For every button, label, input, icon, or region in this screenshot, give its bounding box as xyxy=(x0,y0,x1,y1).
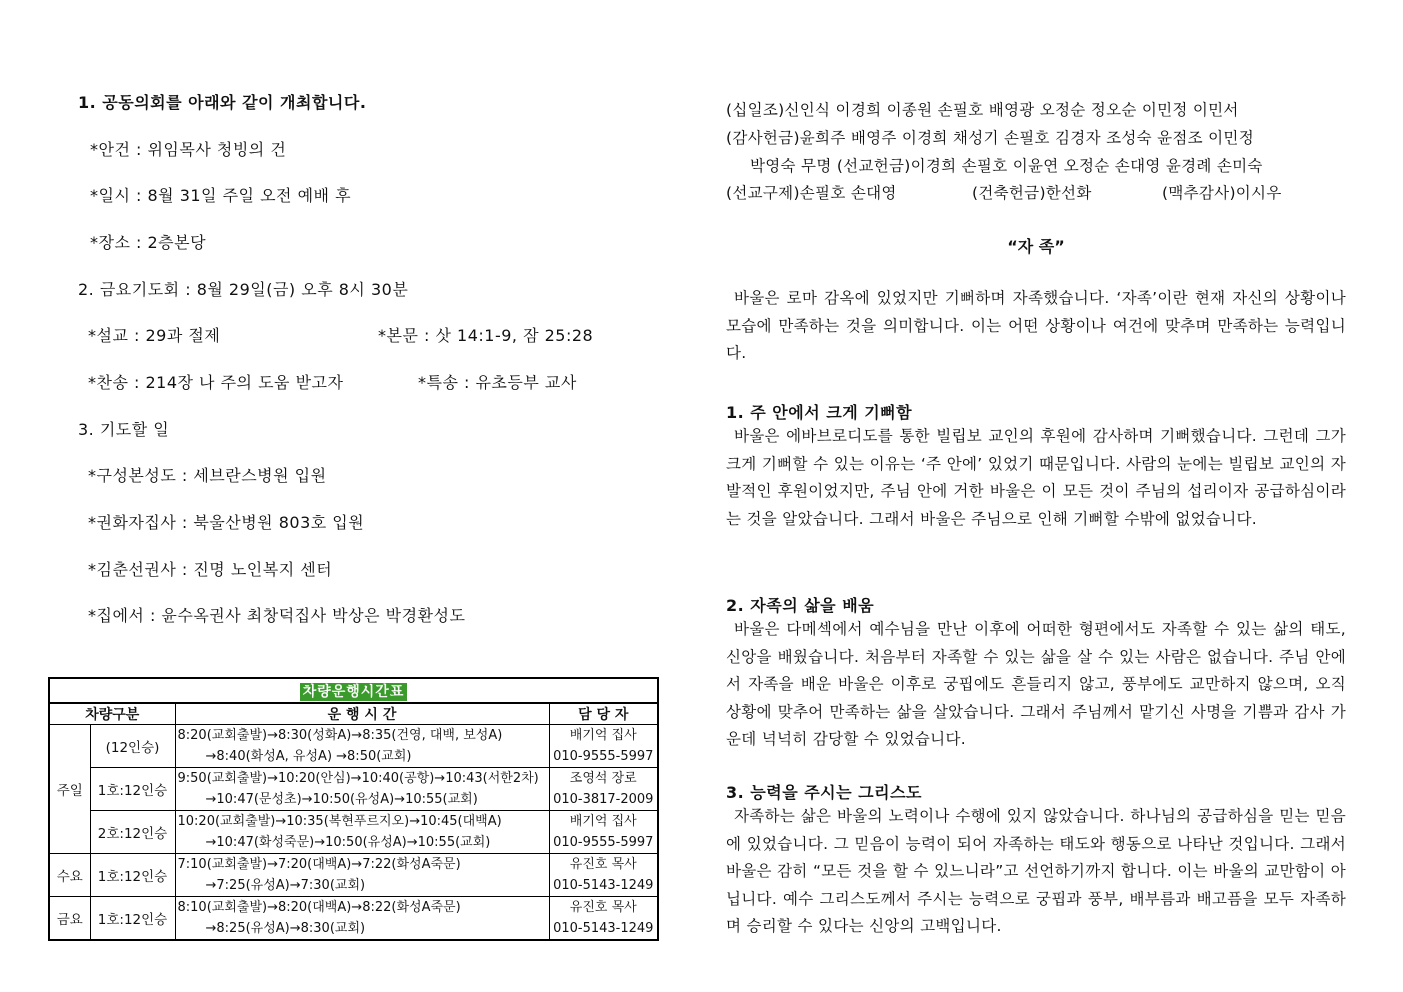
section-heading-3: 3. 능력을 주시는 그리스도 xyxy=(726,783,922,802)
offering-line: 박영숙 무명 (선교헌금)이경희 손필호 이윤연 오정순 손대영 윤경례 손미숙 xyxy=(750,157,1263,175)
offering-line: (선교구제)손필호 손대영 xyxy=(726,184,897,202)
table-title: 차량운행시간표 xyxy=(300,683,408,701)
manager-cell xyxy=(549,811,658,854)
table-row xyxy=(49,768,658,811)
scripture-line: *본문 : 삿 14:1-9, 잠 25:28 xyxy=(378,326,594,345)
vehicle-cell: 1호:12인승 xyxy=(90,854,175,897)
section-heading-2: 2. 자족의 삶을 배움 xyxy=(726,596,875,615)
header-manager: 담 당 자 xyxy=(549,703,658,725)
manager-phone: 010-5143-1249 xyxy=(553,921,654,936)
manager-name: 유진호 목사 xyxy=(569,857,637,872)
schedule-line: →7:25(유성A)→7:30(교회) xyxy=(205,878,366,893)
special-song-line: *특송 : 유초등부 교사 xyxy=(418,373,577,392)
table-row xyxy=(49,811,658,854)
schedule-line: 8:20(교회출발)→8:30(성화A)→8:35(건영, 대백, 보성A) xyxy=(177,728,503,743)
vehicle-cell: 1호:12인승 xyxy=(90,897,175,941)
schedule-line: →10:47(화성죽문)→10:50(유성A)→10:55(교회) xyxy=(205,835,491,850)
manager-phone: 010-5143-1249 xyxy=(553,878,654,893)
schedule-line: →10:47(문성초)→10:50(유성A)→10:55(교회) xyxy=(205,792,478,807)
prayer-item: *집에서 : 윤수옥권사 최창덕집사 박상은 박경환성도 xyxy=(88,606,466,625)
header-vehicle: 차량구분 xyxy=(49,703,175,725)
manager-cell xyxy=(549,854,658,897)
notice-item-2: 2. 금요기도회 : 8월 29일(금) 오후 8시 30분 xyxy=(78,280,409,299)
schedule-cell xyxy=(175,854,549,897)
schedule-line: →8:25(유성A)→8:30(교회) xyxy=(205,921,366,936)
header-schedule: 운 행 시 간 xyxy=(175,703,549,725)
day-wednesday: 수요 xyxy=(49,854,90,897)
prayer-item: *권화자집사 : 북울산병원 803호 입원 xyxy=(88,513,365,532)
day-friday: 금요 xyxy=(49,897,90,941)
schedule-line: →8:40(화성A, 유성A) →8:50(교회) xyxy=(205,749,412,764)
schedule-cell xyxy=(175,897,549,941)
manager-phone: 010-9555-5997 xyxy=(553,749,654,764)
manager-cell xyxy=(549,897,658,941)
schedule-line: 7:10(교회출발)→7:20(대백A)→7:22(화성A죽문) xyxy=(177,857,461,872)
table-row xyxy=(49,725,658,768)
schedule-line: 9:50(교회출발)→10:20(안심)→10:40(공항)→10:43(서한2차) xyxy=(177,771,539,786)
hymn-line: *찬송 : 214장 나 주의 도움 받고자 xyxy=(88,373,344,392)
table-row xyxy=(49,854,658,897)
manager-phone: 010-9555-5997 xyxy=(553,835,654,850)
manager-name: 배기억 집사 xyxy=(569,814,637,829)
article-title: “자 족” xyxy=(1007,237,1065,256)
prayer-item: *구성본성도 : 세브란스병원 입원 xyxy=(88,466,327,485)
vehicle-cell: 2호:12인승 xyxy=(90,811,175,854)
agenda-line: *안건 : 위임목사 청빙의 건 xyxy=(90,140,287,159)
schedule-cell xyxy=(175,768,549,811)
offering-line: (건축헌금)한선화 xyxy=(972,184,1092,202)
section-paragraph-3: 자족하는 삶은 바울의 노력이나 수행에 있지 않았습니다. 하나님의 공급하심을 믿는 믿음에 있었습니다. 그 믿음이 능력이 되어 자족하는 태도와 행동으로 나타난 것입니다. 그래서 바울은 감히 “모든 것을 할 수 있느니라”고 선언하기까지 합니다. 이는 바울의 교만함이 아닙니다. 예수 그리스도께서 주시는 능력으로 궁핍과 풍부, 배부름과 배고픔을 모두 자족하며 승리할 수 있다는 신앙의 고백입니다. xyxy=(726,807,1346,935)
notice-item-1: 1. 공동의회를 아래와 같이 개최합니다. xyxy=(78,93,367,112)
notice-item-3: 3. 기도할 일 xyxy=(78,420,170,439)
manager-name: 조영석 장로 xyxy=(569,771,637,786)
place-line: *장소 : 2층본당 xyxy=(90,233,207,252)
offering-line: (맥추감사)이시우 xyxy=(1162,184,1282,202)
offering-line: (십일조)신인식 이경희 이종원 손필호 배영광 오정순 정오순 이민정 이민서 xyxy=(726,101,1239,119)
table-title-cell xyxy=(49,678,658,703)
schedule-cell xyxy=(175,725,549,768)
date-line: *일시 : 8월 31일 주일 오전 예배 후 xyxy=(90,186,352,205)
offering-line: (감사헌금)윤희주 배영주 이경희 채성기 손필호 김경자 조성숙 윤점조 이민정 xyxy=(726,129,1254,147)
manager-name: 배기억 집사 xyxy=(569,728,637,743)
schedule-line: 8:10(교회출발)→8:20(대백A)→8:22(화성A죽문) xyxy=(177,900,461,915)
vehicle-cell: (12인승) xyxy=(90,725,175,768)
manager-cell xyxy=(549,768,658,811)
manager-name: 유진호 목사 xyxy=(569,900,637,915)
vehicle-schedule-table xyxy=(48,677,659,941)
section-paragraph-2: 바울은 다메섹에서 예수님을 만난 이후에 어떠한 형편에서도 자족할 수 있는 삶의 태도, 신앙을 배웠습니다. 처음부터 자족할 수 있는 삶을 살 수 있는 사람은 없습니다. 주님 안에서 자족을 배운 바울은 이후로 궁핍에도 흔들리지 않고, 풍부에도 교만하지 않으며, 오직 상황에 맞추어 만족하는 삶을 살았습니다. 그래서 주님께서 맡기신 사명을 기쁨과 감사 가운데 넉넉히 감당할 수 있었습니다. xyxy=(726,620,1346,748)
table-row xyxy=(49,897,658,941)
sermon-line: *설교 : 29과 절제 xyxy=(88,326,221,345)
schedule-line: 10:20(교회출발)→10:35(복현푸르지오)→10:45(대백A) xyxy=(177,814,502,829)
schedule-cell xyxy=(175,811,549,854)
section-paragraph-1: 바울은 에바브로디도를 통한 빌립보 교인의 후원에 감사하며 기뻐했습니다. 그런데 그가 크게 기뻐할 수 있는 이유는 ‘주 안에’ 있었기 때문입니다. 사람의 눈에는 빌립보 교인의 자발적인 후원이었지만, 주님 안에 거한 바울은 이 모든 것이 주님의 섭리이자 공급하심이라는 것을 알았습니다. 그래서 바울은 주님으로 인해 기뻐할 수밖에 없었습니다. xyxy=(726,427,1346,528)
manager-cell xyxy=(549,725,658,768)
day-sunday: 주일 xyxy=(49,725,90,854)
vehicle-cell: 1호:12인승 xyxy=(90,768,175,811)
section-heading-1: 1. 주 안에서 크게 기뻐함 xyxy=(726,403,913,422)
article-intro: 바울은 로마 감옥에 있었지만 기뻐하며 자족했습니다. ‘자족’이란 현재 자신의 상황이나 모습에 만족하는 것을 의미합니다. 이는 어떤 상황이나 여건에 맞추며 만족하는 능력입니다. xyxy=(726,289,1346,362)
prayer-item: *김춘선권사 : 진명 노인복지 센터 xyxy=(88,560,333,579)
manager-phone: 010-3817-2009 xyxy=(553,792,654,807)
